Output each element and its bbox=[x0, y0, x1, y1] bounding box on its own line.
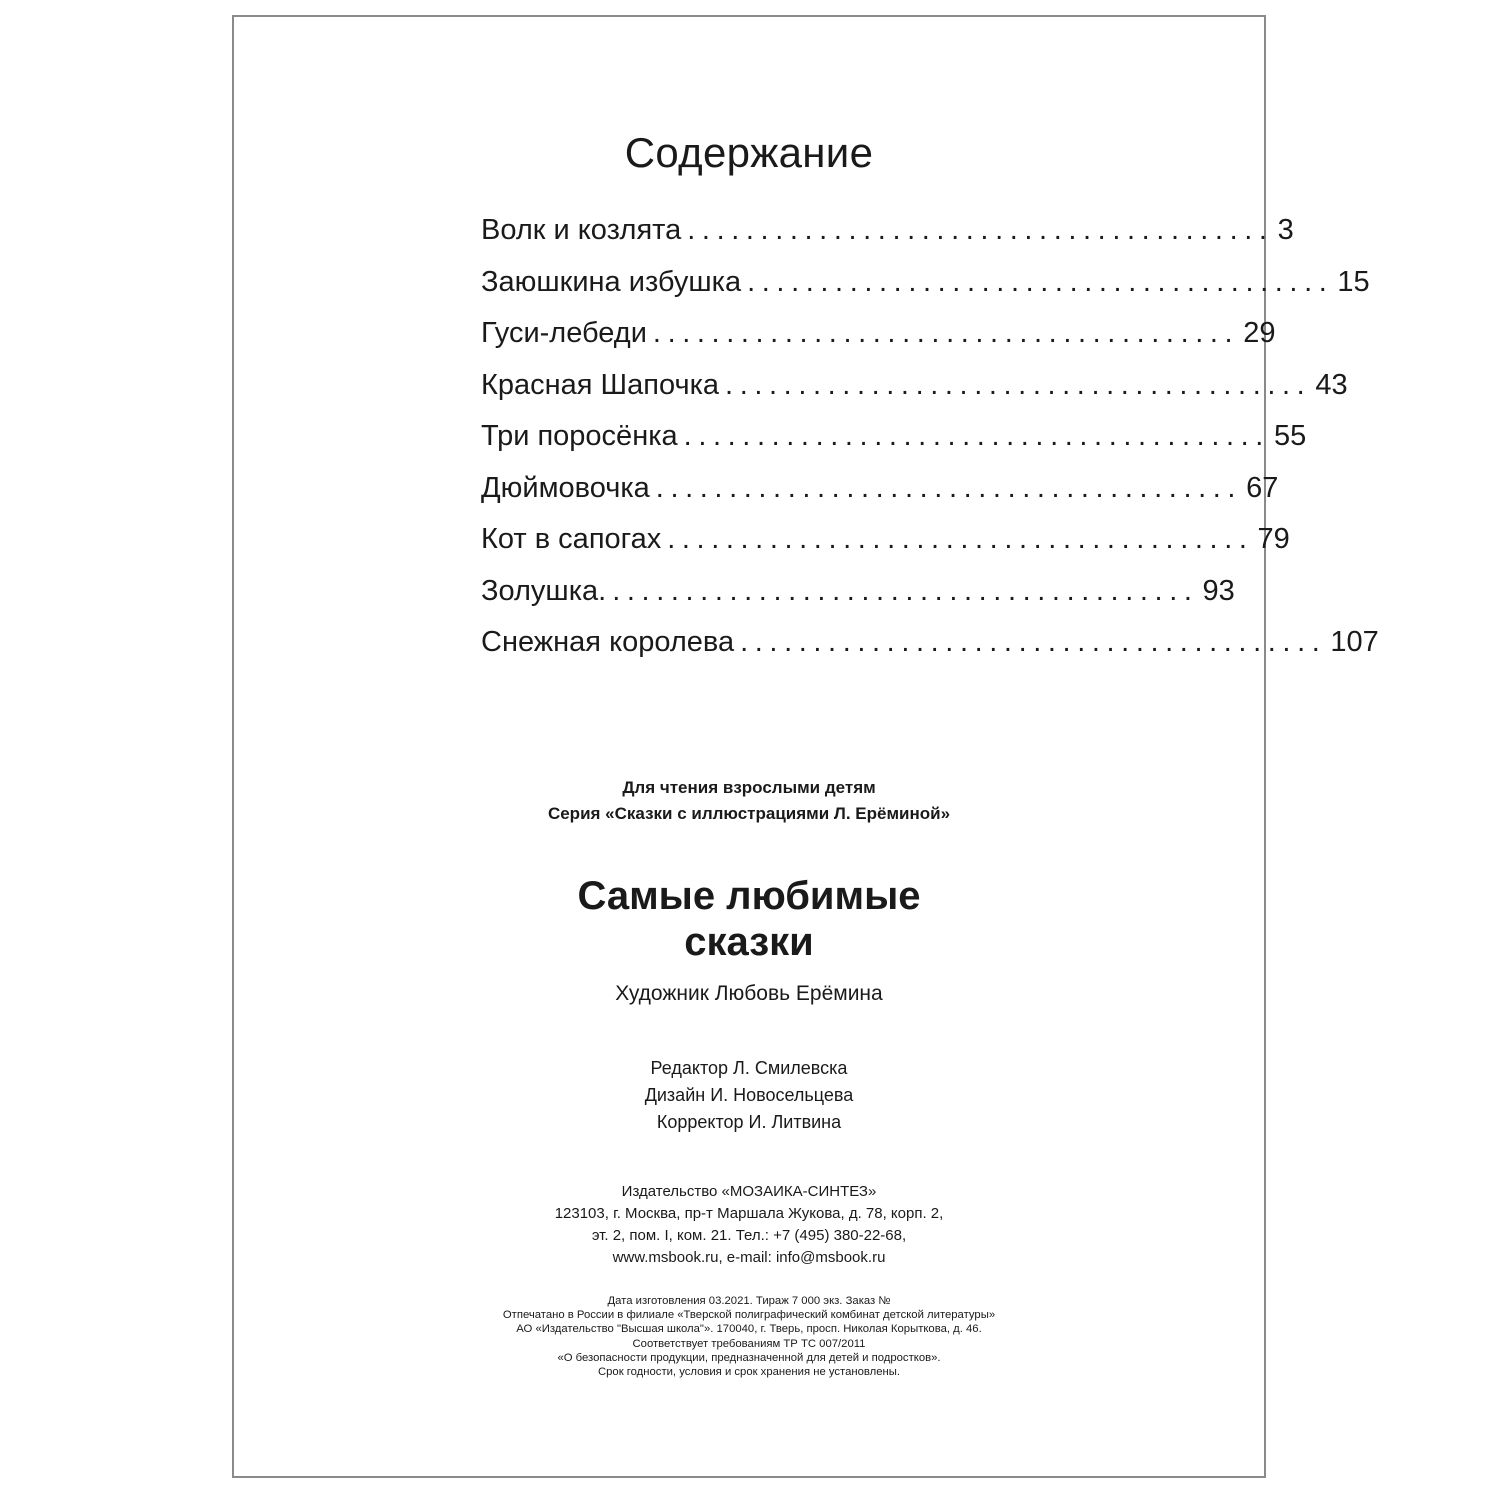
toc-entry-page: 107 bbox=[1330, 626, 1379, 658]
toc-entry-title: Кот в сапогах bbox=[481, 523, 662, 555]
audience-note: Для чтения взрослыми детям bbox=[622, 778, 876, 797]
imprint-line: «О безопасности продукции, предназначенной для детей и подростков». bbox=[557, 1351, 941, 1364]
toc-entry bbox=[481, 465, 1279, 517]
toc-entry bbox=[481, 207, 1294, 259]
publisher-address-2: эт. 2, пом. I, ком. 21. Тел.: +7 (495) 380-22-68, bbox=[591, 1227, 907, 1244]
toc-dot-leader: ........................................ bbox=[667, 523, 1254, 555]
toc-entry-title: Красная Шапочка bbox=[481, 368, 720, 401]
imprint-line: Отпечатано в России в филиале «Тверской полиграфический комбинат детской литературы» bbox=[502, 1309, 996, 1322]
editor-credit: Редактор Л. Смилевска bbox=[650, 1058, 848, 1078]
toc-dot-leader: ........................................ bbox=[683, 420, 1270, 452]
toc-dot-leader: ........................................ bbox=[652, 317, 1240, 349]
toc-entry bbox=[481, 413, 1307, 465]
toc-entry bbox=[481, 259, 1370, 311]
publisher-block bbox=[234, 1181, 1264, 1269]
toc-entry-page: 93 bbox=[1202, 574, 1235, 607]
toc-entry-title: Три поросёнка bbox=[481, 420, 678, 452]
toc-dot-leader: ........................................ bbox=[612, 574, 1199, 607]
toc-entry-title: Гуси-лебеди bbox=[481, 317, 647, 349]
toc-entry-page: 29 bbox=[1243, 317, 1276, 349]
imprint-line: Срок годности, условия и срок хранения не установлены. bbox=[597, 1366, 901, 1379]
staff-credits bbox=[234, 1055, 1264, 1136]
toc-dot-leader: ........................................ bbox=[687, 214, 1274, 246]
imprint-line: Дата изготовления 03.2021. Тираж 7 000 экз. Заказ № bbox=[607, 1295, 891, 1307]
publisher-address-1: 123103, г. Москва, пр-т Маршала Жукова, д. 78, корп. 2, bbox=[554, 1205, 944, 1222]
proofreader-credit: Корректор И. Литвина bbox=[656, 1112, 842, 1132]
toc-dot-leader: ........................................ bbox=[740, 626, 1327, 658]
toc-entry-page: 43 bbox=[1315, 368, 1348, 401]
book-title-line-2: сказки bbox=[684, 920, 814, 964]
toc-entry-page: 3 bbox=[1277, 214, 1294, 246]
toc-entry-page: 15 bbox=[1337, 265, 1370, 298]
toc-entry-page: 55 bbox=[1273, 420, 1307, 452]
toc-entry-title: Заюшкина избушка bbox=[481, 265, 742, 298]
book-page bbox=[232, 15, 1379, 1478]
toc-entry bbox=[481, 516, 1290, 568]
toc-entry bbox=[481, 310, 1276, 362]
book-title-line-1: Самые любимые bbox=[577, 874, 921, 918]
illustrator-credit: Художник Любовь Ерёмина bbox=[615, 982, 883, 1005]
publisher-web: www.msbook.ru, e-mail: info@msbook.ru bbox=[612, 1249, 886, 1266]
toc-entry-title: Дюймовочка bbox=[481, 471, 650, 504]
toc-entry bbox=[481, 619, 1379, 671]
design-credit: Дизайн И. Новосельцева bbox=[644, 1085, 854, 1105]
series-name: Серия «Сказки с иллюстрациями Л. Ерёминой» bbox=[547, 804, 951, 823]
toc-dot-leader: ........................................ bbox=[747, 265, 1334, 298]
toc-entry-page: 67 bbox=[1246, 471, 1279, 504]
imprint-line: АО «Издательство "Высшая школа"». 170040, г. Тверь, просп. Николая Корыткова, д. 46. bbox=[516, 1323, 982, 1336]
toc-entry-title: Золушка. bbox=[481, 574, 607, 607]
imprint-block bbox=[234, 1294, 1264, 1379]
toc-entry bbox=[481, 362, 1348, 414]
toc-heading: Содержание bbox=[624, 129, 874, 176]
series-info bbox=[234, 775, 1264, 827]
publisher-name: Издательство «МОЗАИКА-СИНТЕЗ» bbox=[621, 1183, 877, 1200]
book-title bbox=[234, 873, 1264, 965]
toc-dot-leader: ........................................ bbox=[655, 471, 1243, 504]
toc-entry-title: Снежная королева bbox=[481, 626, 735, 658]
toc-entry-page: 79 bbox=[1257, 523, 1290, 555]
toc-dot-leader: ........................................ bbox=[725, 368, 1312, 401]
imprint-line: Соответствует требованиям ТР ТС 007/2011 bbox=[632, 1337, 866, 1350]
toc-list bbox=[481, 207, 1379, 671]
toc-entry bbox=[481, 568, 1235, 620]
toc-entry-title: Волк и козлята bbox=[481, 214, 682, 246]
